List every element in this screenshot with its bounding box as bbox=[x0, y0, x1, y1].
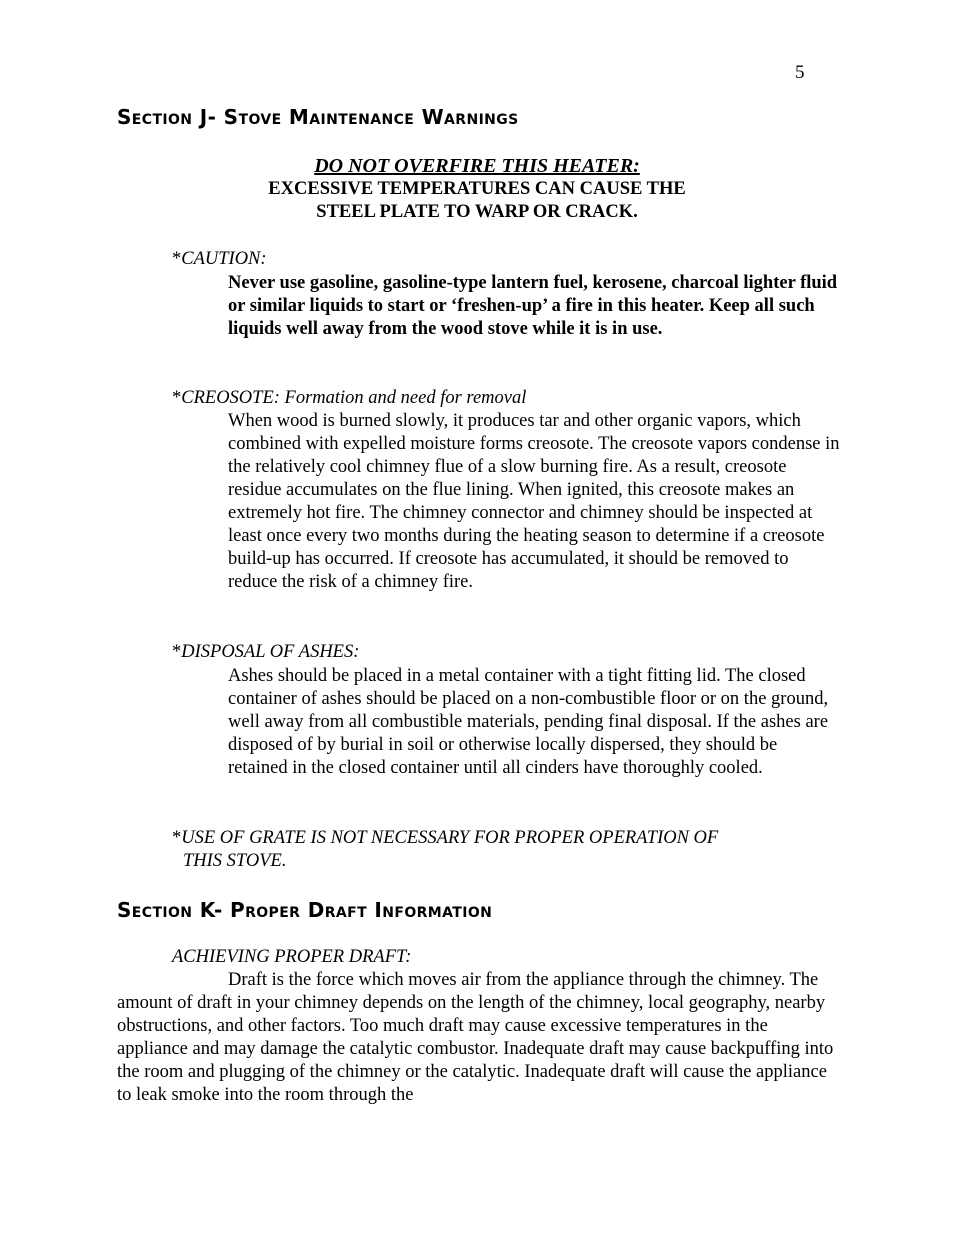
grate-note-line2: THIS STOVE. bbox=[183, 851, 287, 871]
creosote-label-text: CREOSOTE: Formation and need for removal bbox=[181, 388, 527, 408]
warning-text: EXCESSIVE TEMPERATURES CAN CAUSE THE STEEL PLATE TO WARP OR CRACK. bbox=[268, 179, 686, 222]
section-k-heading: Section K- Proper Draft Information bbox=[117, 898, 493, 922]
ashes-asterisk: * bbox=[172, 642, 182, 662]
ashes-label-text: DISPOSAL OF ASHES: bbox=[181, 642, 360, 662]
draft-subheading: ACHIEVING PROPER DRAFT: bbox=[172, 947, 412, 967]
ashes-label bbox=[172, 641, 359, 664]
page-number: 5 bbox=[795, 62, 805, 83]
grate-asterisk: * bbox=[172, 828, 182, 848]
creosote-label bbox=[172, 387, 526, 410]
caution-asterisk: * bbox=[172, 249, 182, 269]
draft-body: Draft is the force which moves air from the appliance through the chimney. The amount of draft in your chimney depends on the length of the chimney, local geography, nearby obstructions, and other factors. Too much draft may cause excessive temperatures in the appliance and may damage the catalytic combustor. Inadequate draft may cause backpuffing into the room and plugging of the chimney or the catalytic. Inadequate draft will cause the appliance to leak smoke into the room through the bbox=[117, 970, 834, 1105]
caution-label-text: CAUTION: bbox=[181, 249, 267, 269]
grate-note bbox=[172, 827, 832, 873]
warning-title: DO NOT OVERFIRE THIS HEATER: bbox=[314, 155, 640, 177]
section-j-heading: Section J- Stove Maintenance Warnings bbox=[117, 105, 519, 129]
overfire-warning bbox=[117, 154, 837, 224]
creosote-body: When wood is burned slowly, it produces tar and other organic vapors, which combined with expelled moisture forms creosote. The creosote vapors condense in the relatively cool chimney flue of a slow burning fire. As a result, creosote residue accumulates on the flue lining. When ignited, this creosote makes an extremely hot fire. The chimney connector and chimney should be inspected at least once every two months during the heating season to determine if a creosote build-up has occurred. If creosote has accumulated, it should be removed to reduce the risk of a chimney fire. bbox=[228, 411, 840, 592]
grate-note-line1: USE OF GRATE IS NOT NECESSARY FOR PROPER OPERATION OF bbox=[181, 828, 719, 848]
ashes-body: Ashes should be placed in a metal container with a tight fitting lid. The closed container of ashes should be placed on a non-combustible floor or on the ground, well away from all combustible materials, pending final disposal. If the ashes are disposed of by burial in soil or otherwise locally dispersed, they should be retained in the closed container until all cinders have thoroughly cooled. bbox=[228, 666, 829, 778]
caution-label bbox=[172, 248, 267, 271]
caution-body: Never use gasoline, gasoline-type lantern fuel, kerosene, charcoal lighter fluid or similar liquids to start or ‘freshen-up’ a fire in this heater. Keep all such liquids well away from the wood stove while it is in use. bbox=[228, 273, 838, 339]
creosote-asterisk: * bbox=[172, 388, 182, 408]
